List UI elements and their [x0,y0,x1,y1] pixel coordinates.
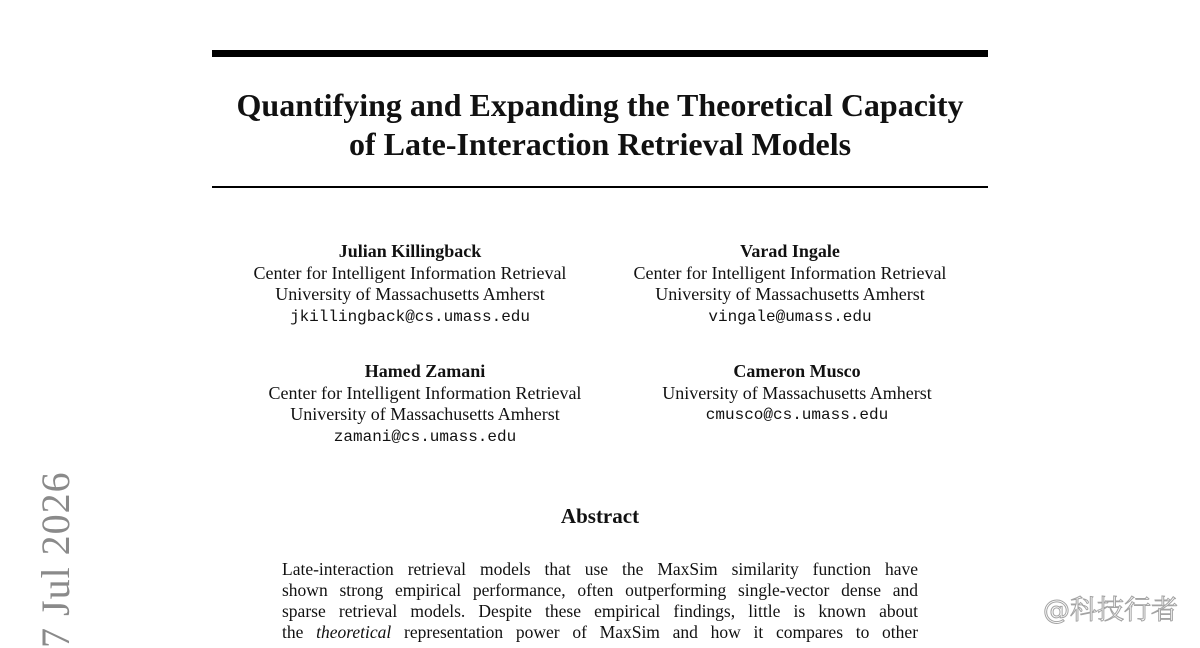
author-block-ingale [590,241,990,328]
arxiv-date-stamp: 7 Jul 2026 [33,471,78,648]
title-top-rule [212,50,988,57]
author-block-musco [597,361,997,426]
abstract-text: the [282,622,304,642]
paper-title-line-1: Quantifying and Expanding the Theoretical Capacity [236,87,964,123]
author-email: vingale@umass.edu [708,307,872,326]
author-affiliation: University of Massachusetts Amherst [655,284,925,304]
watermark-text: @科技行者 [1043,595,1178,626]
author-affiliation: University of Massachusetts Amherst [290,404,560,424]
author-name: Varad Ingale [740,241,840,261]
author-affiliation: University of Massachusetts Amherst [662,382,932,403]
author-block-killingback [210,241,610,328]
paper-title-line-2: of Late-Interaction Retrieval Models [348,126,852,162]
author-email: cmusco@cs.umass.edu [705,406,889,424]
abstract-body [282,559,918,643]
abstract-line: sparse retrieval models. Despite these empirical findings, little is known about [282,601,918,621]
author-affiliation: Center for Intelligent Information Retrieval [253,262,567,283]
author-name: Hamed Zamani [364,361,486,381]
abstract-text: representation power of MaxSim and how it compares to other [404,622,919,642]
paper-title [200,86,1000,164]
author-email: zamani@cs.umass.edu [333,427,517,446]
author-name: Cameron Musco [733,361,861,381]
abstract-line: shown strong empirical performance, often outperforming single-vector dense and [282,580,918,600]
title-bottom-rule [212,186,988,188]
abstract-emphasis: theoretical [316,622,392,642]
author-email: jkillingback@cs.umass.edu [289,307,531,326]
author-affiliation: University of Massachusetts Amherst [275,284,545,304]
author-name: Julian Killingback [338,241,482,261]
abstract-line-mixed [282,622,918,643]
author-block-zamani [225,361,625,448]
abstract-heading: Abstract [560,504,640,528]
author-affiliation: Center for Intelligent Information Retrieval [268,382,582,403]
author-affiliation: Center for Intelligent Information Retrieval [633,262,947,283]
abstract-line: Late-interaction retrieval models that use the MaxSim similarity function have [282,559,918,579]
